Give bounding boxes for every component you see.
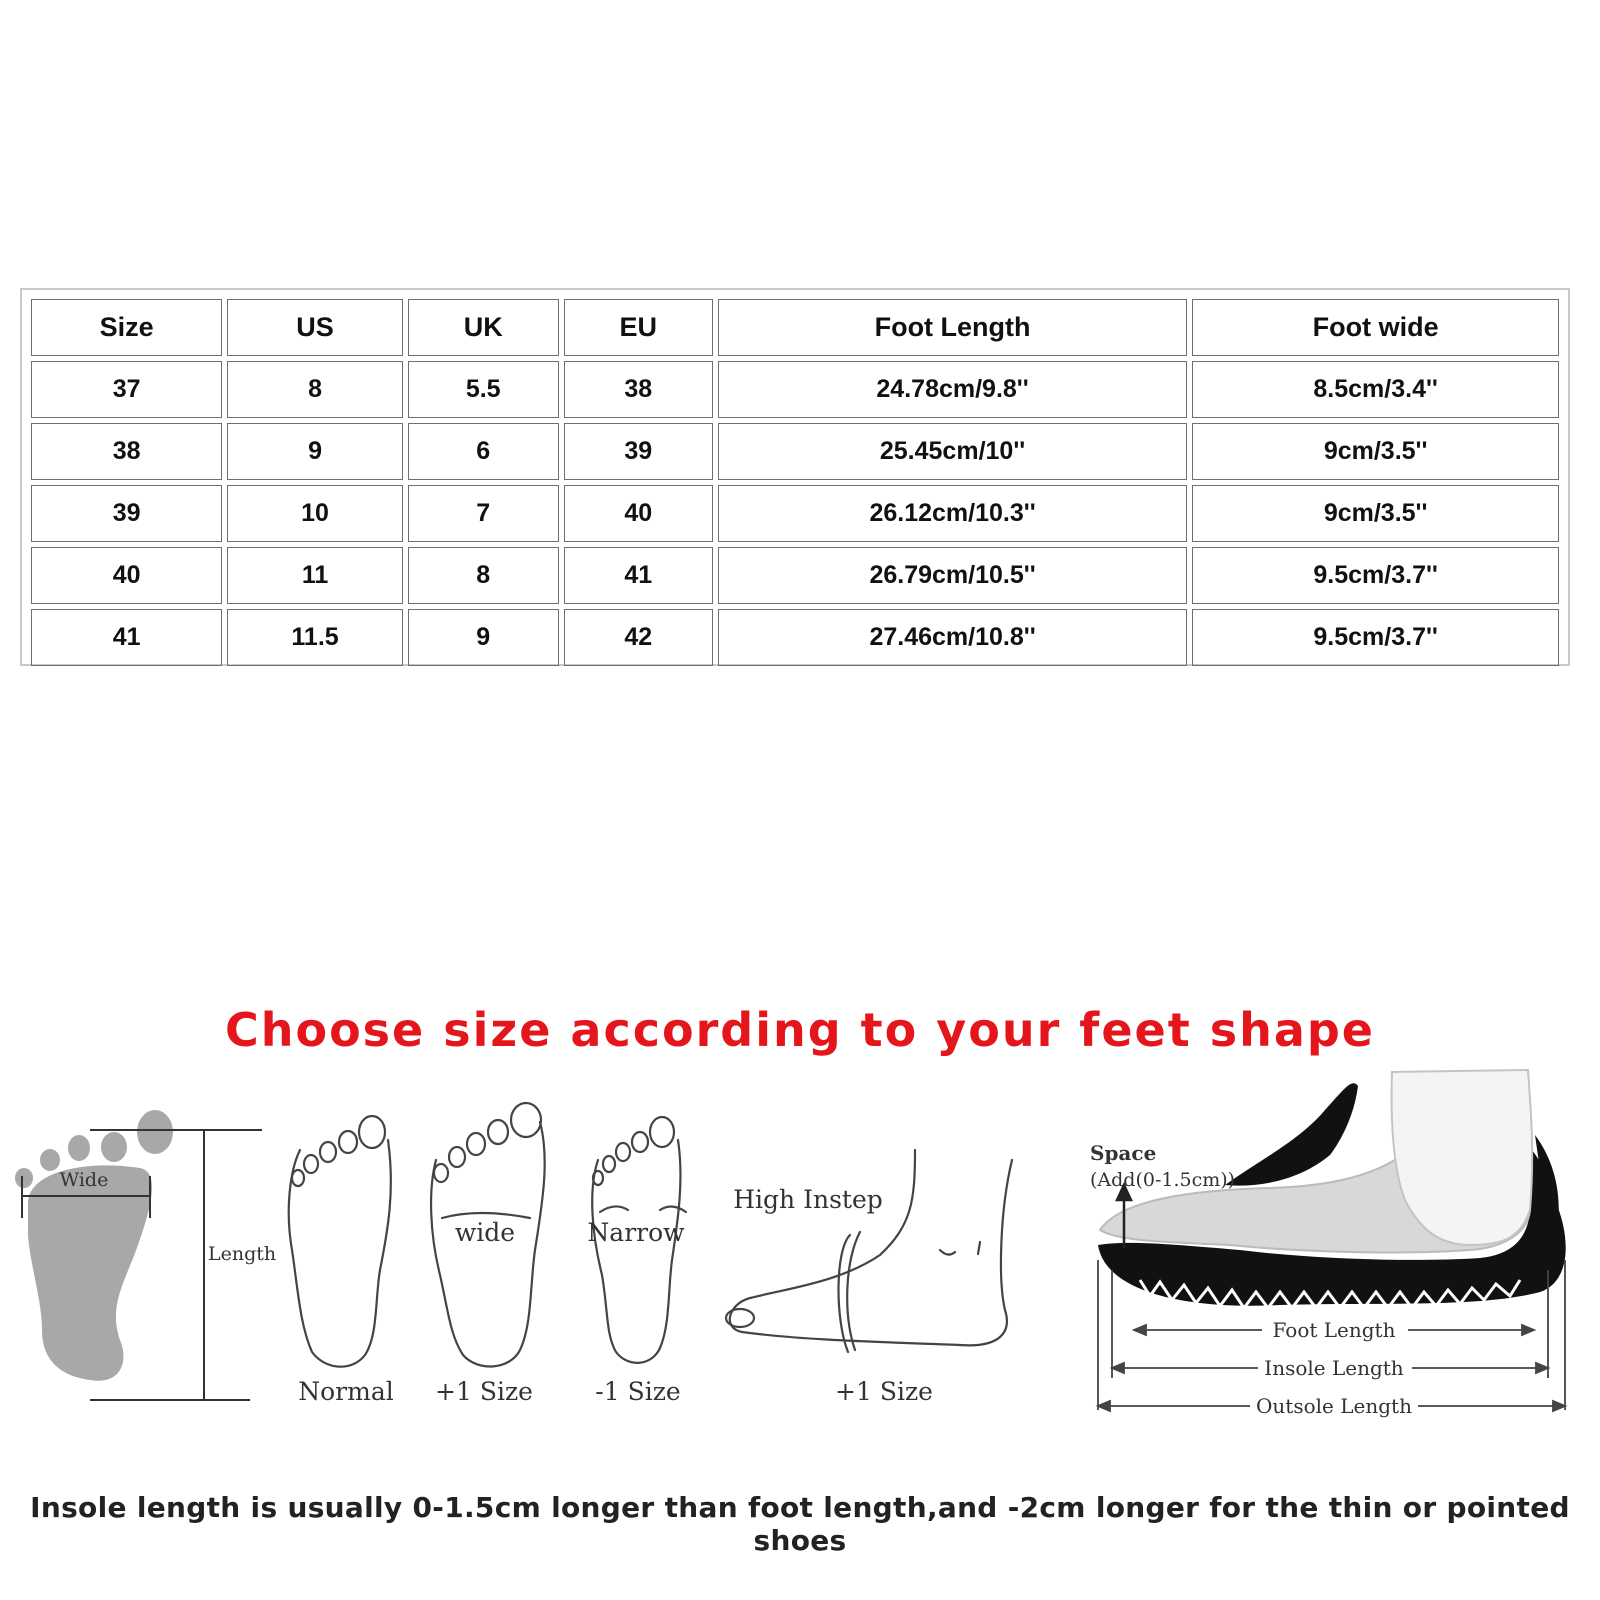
- table-cell: 26.79cm/10.5'': [718, 547, 1187, 604]
- wide-caption: +1 Size: [435, 1377, 533, 1406]
- header-cell: EU: [564, 299, 713, 356]
- table-row: [31, 609, 1559, 666]
- table-cell: 39: [564, 423, 713, 480]
- size-chart: [20, 288, 1570, 666]
- table-cell: 11.5: [227, 609, 402, 666]
- table-cell: 40: [564, 485, 713, 542]
- table-cell: 37: [31, 361, 222, 418]
- normal-foot-icon: [289, 1116, 391, 1367]
- table-cell: 8: [227, 361, 402, 418]
- size-table: [26, 294, 1564, 671]
- table-cell: 39: [31, 485, 222, 542]
- table-cell: 6: [408, 423, 559, 480]
- table-cell: 41: [31, 609, 222, 666]
- table-cell: 38: [564, 361, 713, 418]
- outsole-length-label: Outsole Length: [1256, 1394, 1412, 1418]
- table-cell: 10: [227, 485, 402, 542]
- table-cell: 5.5: [408, 361, 559, 418]
- table-cell: 38: [31, 423, 222, 480]
- header-cell: Foot wide: [1192, 299, 1559, 356]
- foot-shape-diagram: [0, 1060, 1600, 1440]
- table-cell: 25.45cm/10'': [718, 423, 1187, 480]
- high-instep-label: High Instep: [733, 1185, 883, 1214]
- table-cell: 8: [408, 547, 559, 604]
- footprint-icon: [15, 1110, 173, 1381]
- table-cell: 9: [408, 609, 559, 666]
- wide-foot-label: wide: [454, 1218, 516, 1247]
- table-row: [31, 423, 1559, 480]
- space-note: (Add(0-1.5cm)): [1090, 1169, 1236, 1191]
- table-cell: 41: [564, 547, 713, 604]
- header-cell: Foot Length: [718, 299, 1187, 356]
- table-cell: 40: [31, 547, 222, 604]
- footer-note: Insole length is usually 0-1.5cm longer than foot length,and -2cm longer for the thin or pointed shoes: [30, 1491, 1570, 1557]
- high-instep-foot-icon: [726, 1150, 1012, 1352]
- length-label: Length: [208, 1243, 277, 1265]
- header-cell: UK: [408, 299, 559, 356]
- table-cell: 11: [227, 547, 402, 604]
- table-cell: 42: [564, 609, 713, 666]
- normal-caption: Normal: [298, 1377, 394, 1406]
- table-cell: 9cm/3.5'': [1192, 485, 1559, 542]
- foot-length-label: Foot Length: [1272, 1318, 1396, 1342]
- space-label: Space: [1090, 1141, 1157, 1165]
- high-instep-caption: +1 Size: [835, 1377, 933, 1406]
- table-header-row: [31, 299, 1559, 356]
- table-row: [31, 547, 1559, 604]
- table-cell: 9.5cm/3.7'': [1192, 609, 1559, 666]
- table-cell: 27.46cm/10.8'': [718, 609, 1187, 666]
- table-cell: 9.5cm/3.7'': [1192, 547, 1559, 604]
- table-cell: 26.12cm/10.3'': [718, 485, 1187, 542]
- narrow-foot-label: Narrow: [587, 1218, 685, 1247]
- narrow-caption: -1 Size: [595, 1377, 681, 1406]
- wide-label: Wide: [59, 1169, 109, 1191]
- insole-length-label: Insole Length: [1264, 1356, 1404, 1380]
- table-row: [31, 361, 1559, 418]
- header-cell: US: [227, 299, 402, 356]
- table-row: [31, 485, 1559, 542]
- table-cell: 24.78cm/9.8'': [718, 361, 1187, 418]
- table-cell: 9cm/3.5'': [1192, 423, 1559, 480]
- header-cell: Size: [31, 299, 222, 356]
- table-cell: 9: [227, 423, 402, 480]
- table-cell: 8.5cm/3.4'': [1192, 361, 1559, 418]
- headline: Choose size according to your feet shape: [224, 1003, 1376, 1057]
- table-cell: 7: [408, 485, 559, 542]
